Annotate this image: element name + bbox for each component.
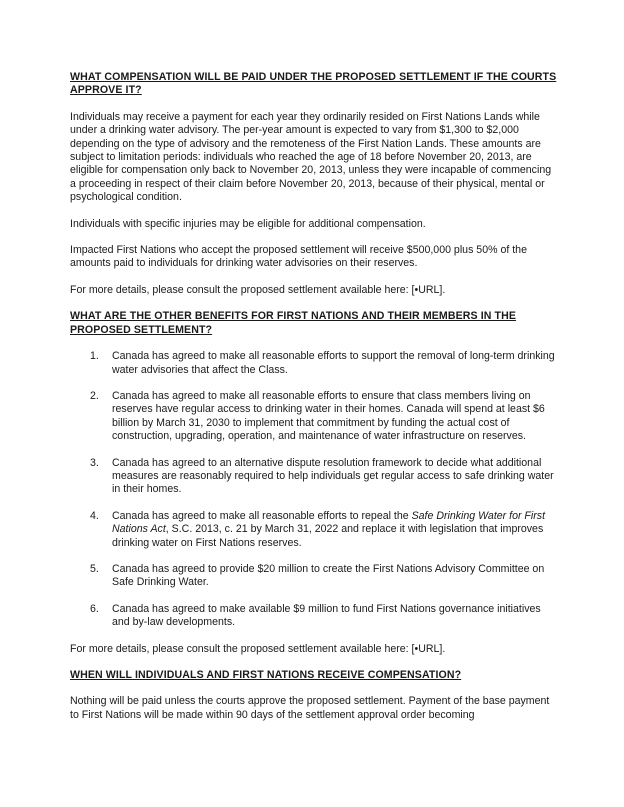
benefit-text <box>112 510 557 550</box>
benefit-text: Canada has agreed to make available $9 million to fund First Nations governance initiatives and by-law developments. <box>112 602 541 629</box>
benefit-number: 4. <box>90 509 99 522</box>
act-title-italic: Safe Drinking Water for First Nations Act <box>112 509 546 536</box>
benefit-text: Canada has agreed to provide $20 million to create the First Nations Advisory Committee on Safe Drinking Water. <box>112 562 545 589</box>
benefit-number: 5. <box>90 562 99 575</box>
benefit-number: 2. <box>90 389 99 402</box>
para-specific-injuries: Individuals with specific injuries may be eligible for additional compensation. <box>70 217 426 230</box>
benefit-text-prefix: Canada has agreed to make all reasonable efforts to repeal the <box>112 509 412 522</box>
para-payment-details: Individuals may receive a payment for each year they ordinarily resided on First Nations Lands while under a drinking water advisory. The per-year amount is expected to vary from $1,300 to $2,000 depending on the type of advisory and the remoteness of the First Nation Lands. These amounts are subject to limitation periods: individuals who reached the age of 18 before November 20, 2013, are eligible for compensation only back to November 20, 2013, unless they were incapable of commencing a proceeding in respect of their claim before November 20, 2013, because of their physical, mental or psychological condition. <box>70 110 552 204</box>
heading-when-compensation: WHEN WILL INDIVIDUALS AND FIRST NATIONS RECEIVE COMPENSATION? <box>70 669 462 681</box>
heading-compensation: WHAT COMPENSATION WILL BE PAID UNDER THE PROPOSED SETTLEMENT IF THE COURTS APPROVE IT? <box>70 71 557 97</box>
benefit-text: Canada has agreed to make all reasonable efforts to ensure that class members living on reserves have regular access to drinking water in their homes. Canada will spend at least $6 billion by March 31, 2030 to implement that commitment by funding the actual cost of construction, upgrading, operation, and maintenance of water infrastructure on reserves. <box>112 389 545 443</box>
para-impacted-first-nations: Impacted First Nations who accept the proposed settlement will receive $500,000 plus 50% of the amounts paid to individuals for drinking water advisories on their reserves. <box>70 244 527 270</box>
benefit-number: 6. <box>90 602 99 615</box>
para-more-details-2: For more details, please consult the proposed settlement available here: [•URL]. <box>70 642 446 655</box>
benefit-item-1 <box>90 350 557 377</box>
para-payment-timing: Nothing will be paid unless the courts approve the proposed settlement. Payment of the base payment to First Nations will be made within 90 days of the settlement approval order becoming <box>70 695 550 721</box>
para-more-details-1: For more details, please consult the proposed settlement available here: [•URL]. <box>70 283 446 296</box>
benefit-item-4 <box>90 510 557 550</box>
benefit-item-3 <box>90 457 557 497</box>
benefit-item-6 <box>90 603 557 630</box>
benefit-text-suffix: , S.C. 2013, c. 21 by March 31, 2022 and replace it with legislation that improves drinking water on First Nations reserves. <box>112 523 544 549</box>
benefit-list <box>70 350 557 630</box>
benefit-text: Canada has agreed to an alternative dispute resolution framework to decide what additional measures are reasonably required to help individuals get regular access to safe drinking water in their homes. <box>112 456 554 496</box>
heading-other-benefits: WHAT ARE THE OTHER BENEFITS FOR FIRST NATIONS AND THEIR MEMBERS IN THE PROPOSED SETTLEMENT? <box>70 310 517 336</box>
benefit-number: 1. <box>90 350 99 363</box>
benefit-number: 3. <box>90 456 99 469</box>
benefit-text: Canada has agreed to make all reasonable efforts to support the removal of long-term drinking water advisories that affect the Class. <box>112 350 555 376</box>
benefit-item-5 <box>90 563 557 590</box>
document-page <box>70 71 557 735</box>
benefit-item-2 <box>90 390 557 444</box>
